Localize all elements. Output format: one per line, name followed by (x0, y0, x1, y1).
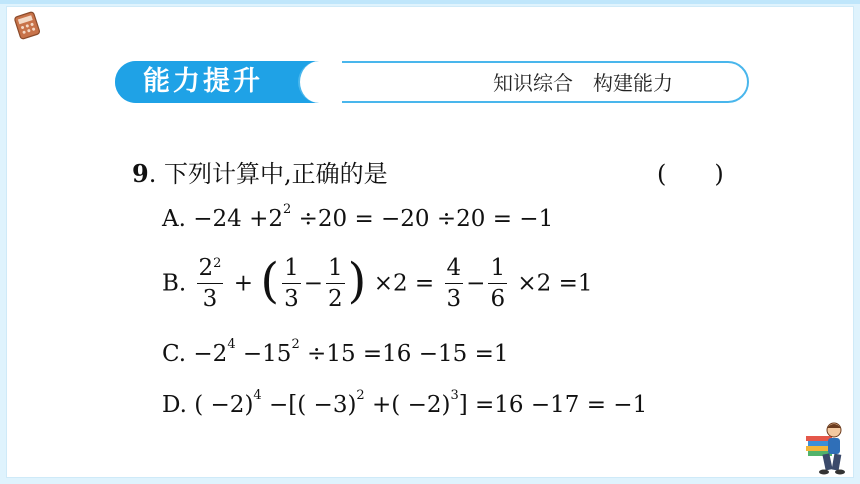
option-d-exp-1: 4 (253, 388, 262, 403)
fraction-3-num: 1 (326, 253, 345, 284)
option-d-label: D. (162, 392, 187, 418)
fraction-5-den: 6 (490, 286, 506, 312)
option-c-expr-2: −15 (235, 341, 292, 367)
option-d-expr-4: ] =16 −17 = −1 (458, 392, 648, 418)
fraction-1-num-exp: 2 (213, 256, 222, 271)
question-text: 下列计算中,正确的是 (163, 160, 388, 188)
fraction-4 (445, 253, 464, 314)
option-d-exp-3: 3 (450, 388, 459, 403)
student-carrying-books-icon (800, 420, 848, 476)
calculator-icon (12, 10, 42, 40)
fraction-3-den: 2 (328, 286, 343, 312)
option-a (162, 202, 554, 232)
fraction-5-num: 1 (488, 253, 507, 284)
minus-sign: − (303, 270, 324, 297)
option-a-exp: 2 (283, 202, 292, 217)
question-number: 9 (132, 159, 149, 188)
option-d (162, 388, 648, 418)
section-title: 能力提升 (143, 66, 263, 97)
right-paren: ) (347, 252, 367, 309)
fraction-4-den: 3 (446, 286, 462, 312)
option-b-label: B. (162, 270, 187, 297)
answer-blank: ( ) (657, 160, 724, 188)
option-d-expr-3: +( −2) (364, 392, 451, 418)
fraction-2-num: 1 (282, 253, 301, 284)
option-a-expr-2: ÷20 = −20 ÷20 = −1 (291, 206, 554, 232)
minus-sign-2: − (466, 270, 486, 297)
fraction-3 (326, 253, 345, 314)
fraction-5 (488, 253, 507, 314)
fraction-2 (282, 253, 301, 314)
question-dot: . (148, 160, 157, 188)
top-accent-bar (0, 0, 860, 4)
option-c-label: C. (162, 341, 187, 367)
times-two-equals: ×2 = (373, 270, 435, 297)
option-c (162, 337, 509, 367)
option-c-exp-2: 2 (291, 337, 300, 352)
fraction-1-den: 3 (202, 286, 218, 312)
question-stem (132, 154, 388, 189)
fraction-1 (197, 253, 224, 314)
option-b-tail: ×2 =1 (517, 270, 593, 297)
option-a-label: A. (162, 206, 186, 232)
option-d-expr-1: ( −2) (194, 392, 254, 418)
option-c-expr-1: −2 (193, 341, 228, 367)
left-paren: ( (260, 252, 280, 309)
option-a-expr-1: −24 +2 (193, 206, 283, 232)
plus-sign: + (233, 270, 254, 297)
option-c-exp-1: 4 (227, 337, 236, 352)
option-b (162, 253, 593, 314)
fraction-4-num: 4 (445, 253, 464, 284)
fraction-1-num: 2 (198, 255, 214, 281)
option-d-expr-2: −[( −3) (261, 392, 357, 418)
option-d-exp-2: 2 (356, 388, 365, 403)
section-subtitle: 知识综合 构建能力 (493, 71, 673, 95)
option-c-expr-3: ÷15 =16 −15 =1 (299, 341, 509, 367)
fraction-2-den: 3 (284, 286, 299, 312)
